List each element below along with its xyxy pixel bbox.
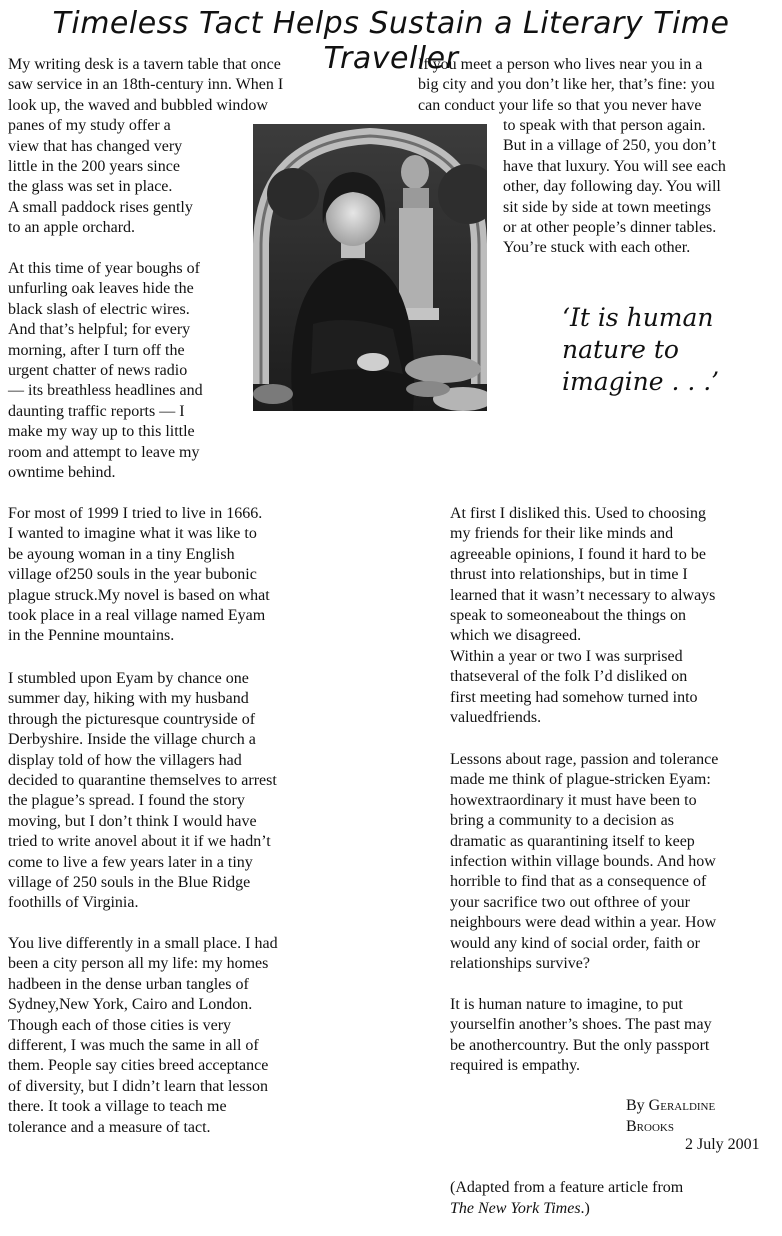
text-line: Lessons about rage, passion and tolerance: [450, 751, 719, 768]
text-line: different, I was much the same in all of: [8, 1037, 259, 1055]
paragraph-1999: [8, 504, 270, 647]
text-line: come to live a few years later in a tiny: [8, 853, 253, 871]
text-line: urgent chatter of news radio: [8, 362, 188, 380]
text-line: Derbyshire. Inside the village church a: [8, 731, 256, 749]
text-line: morning, after I turn off the: [8, 341, 185, 359]
text-line: big city and you don’t like her, that’s fine: you: [418, 76, 715, 94]
text-line: valuedfriends.: [450, 709, 542, 727]
text-line: For most of 1999 I tried to live in 1666.: [8, 505, 263, 522]
text-line: have that luxury. You will see each: [503, 157, 726, 175]
text-line: horrible to find that as a consequence of: [450, 873, 707, 891]
text-line: yourselfin another’s shoes. The past may: [450, 1016, 712, 1034]
text-line: of diversity, but I didn’t learn that lesson: [8, 1077, 268, 1095]
text-line: the glass was set in place.: [8, 178, 173, 196]
text-line: imagine . . .’: [562, 367, 720, 396]
text-line: At first I disliked this. Used to choosing: [450, 505, 706, 522]
text-line: It is human nature to imagine, to put: [450, 996, 683, 1013]
article-title: Timeless Tact Helps Sustain a Literary Time Traveller: [52, 6, 730, 76]
paragraph-disliked: [450, 504, 715, 728]
text-line: them. People say cities breed acceptance: [8, 1057, 269, 1075]
text-line: look up, the waved and bubbled window: [8, 96, 268, 114]
text-line: I stumbled upon Eyam by chance one: [8, 670, 249, 687]
text-line: decided to quarantine themselves to arrest: [8, 772, 277, 790]
text-line: required is empathy.: [450, 1057, 581, 1075]
text-line: plague struck.My novel is based on what: [8, 586, 270, 604]
text-line: A small paddock rises gently: [8, 198, 193, 216]
text-line: hadbeen in the dense urban tangles of: [8, 975, 249, 993]
text-line: My writing desk is a tavern table that once: [8, 56, 281, 73]
adapted-note: [450, 1177, 683, 1219]
text-line: first meeting had somehow turned into: [450, 688, 698, 706]
text-line: But in a village of 250, you don’t: [503, 137, 717, 155]
text-line: Sydney,New York, Cairo and London.: [8, 996, 253, 1014]
adapted-end: .): [580, 1200, 590, 1217]
byline-prefix: By: [626, 1097, 649, 1114]
paragraph-eyam: [8, 669, 277, 914]
text-line: view that has changed very: [8, 137, 183, 155]
author-first-name: Geraldine: [648, 1097, 716, 1114]
text-line: the plague’s spread. I found the story: [8, 792, 245, 810]
text-line: relationships survive?: [450, 955, 590, 973]
paragraph-city: [418, 55, 715, 116]
text-line: And that’s helpful; for every: [8, 321, 191, 339]
pull-quote: [562, 302, 719, 398]
text-line: panes of my study offer a: [8, 117, 171, 135]
paragraph-desk: [8, 55, 283, 239]
author-photo: [253, 124, 487, 411]
text-line: little in the 200 years since: [8, 158, 180, 176]
text-line: Within a year or two I was surprised: [450, 647, 683, 665]
text-line: your sacrifice two out ofthree of your: [450, 893, 690, 911]
paragraph-small-place: [8, 934, 278, 1138]
text-line: be anothercountry. But the only passport: [450, 1036, 710, 1054]
text-line: make my way up to this little: [8, 423, 195, 441]
text-line: You’re stuck with each other.: [503, 239, 691, 257]
text-line: You live differently in a small place. I had: [8, 935, 278, 952]
text-line: through the picturesque countryside of: [8, 710, 256, 728]
text-line: display told of how the villagers had: [8, 751, 242, 769]
text-line: tried to write anovel about it if we hadn’t: [8, 833, 271, 851]
paragraph-lessons: [450, 750, 718, 974]
text-line: which we disagreed.: [450, 627, 582, 645]
text-line: unfurling oak leaves hide the: [8, 280, 194, 298]
text-line: summer day, hiking with my husband: [8, 690, 249, 708]
text-line: dramatic as quarantining itself to keep: [450, 832, 695, 850]
text-line: or at other people’s dinner tables.: [503, 219, 717, 237]
text-line: At this time of year boughs of: [8, 260, 200, 277]
paragraph-village-luxury: [503, 116, 726, 259]
text-line: to an apple orchard.: [8, 219, 136, 237]
text-line: black slash of electric wires.: [8, 300, 190, 318]
text-line: room and attempt to leave my: [8, 443, 200, 461]
text-line: be ayoung woman in a tiny English: [8, 545, 235, 563]
text-line: nature to: [562, 335, 679, 364]
paragraph-boughs: [8, 259, 203, 483]
text-line: sit side by side at town meetings: [503, 198, 711, 216]
adapted-line1: (Adapted from a feature article from: [450, 1179, 684, 1196]
text-line: ‘It is human: [562, 303, 714, 332]
text-line: tolerance and a measure of tact.: [8, 1118, 211, 1136]
text-line: — its breathless headlines and: [8, 382, 203, 400]
text-line: agreeable opinions, I found it hard to be: [450, 545, 706, 563]
text-line: took place in a real village named Eyam: [8, 607, 266, 625]
text-line: thrust into relationships, but in time I: [450, 566, 688, 584]
article-date: 2 July 2001: [685, 1136, 760, 1153]
source-publication: The New York Times: [450, 1200, 581, 1217]
text-line: speak to someoneabout the things on: [450, 607, 686, 625]
text-line: moving, but I don’t think I would have: [8, 812, 257, 830]
byline: [626, 1095, 715, 1137]
author-last-name: Brooks: [626, 1118, 674, 1135]
text-line: neighbours were dead within a year. How: [450, 914, 717, 932]
text-line: village of 250 souls in the Blue Ridge: [8, 874, 251, 892]
text-line: foothills of Virginia.: [8, 894, 139, 912]
paragraph-empathy: [450, 995, 712, 1077]
text-line: daunting traffic reports — I: [8, 402, 185, 420]
text-line: thatseveral of the folk I’d disliked on: [450, 668, 688, 686]
text-line: would any kind of social order, faith or: [450, 934, 700, 952]
text-line: in the Pennine mountains.: [8, 627, 175, 645]
text-line: made me think of plague-stricken Eyam:: [450, 771, 711, 789]
text-line: learned that it wasn’t necessary to always: [450, 586, 716, 604]
text-line: can conduct your life so that you never have: [418, 96, 702, 114]
text-line: been a city person all my life: my homes: [8, 955, 269, 973]
text-line: howextraordinary it must have been to: [450, 791, 697, 809]
text-line: owntime behind.: [8, 464, 116, 482]
text-line: other, day following day. You will: [503, 178, 721, 196]
text-line: I wanted to imagine what it was like to: [8, 525, 257, 543]
text-line: infection within village bounds. And how: [450, 853, 716, 871]
text-line: my friends for their like minds and: [450, 525, 674, 543]
text-line: there. It took a village to teach me: [8, 1098, 227, 1116]
text-line: If you meet a person who lives near you in a: [418, 56, 703, 73]
text-line: saw service in an 18th-century inn. When I: [8, 76, 284, 94]
text-line: village of250 souls in the year bubonic: [8, 566, 257, 584]
text-line: to speak with that person again.: [503, 117, 706, 134]
text-line: Though each of those cities is very: [8, 1016, 232, 1034]
text-line: bring a community to a decision as: [450, 812, 674, 830]
